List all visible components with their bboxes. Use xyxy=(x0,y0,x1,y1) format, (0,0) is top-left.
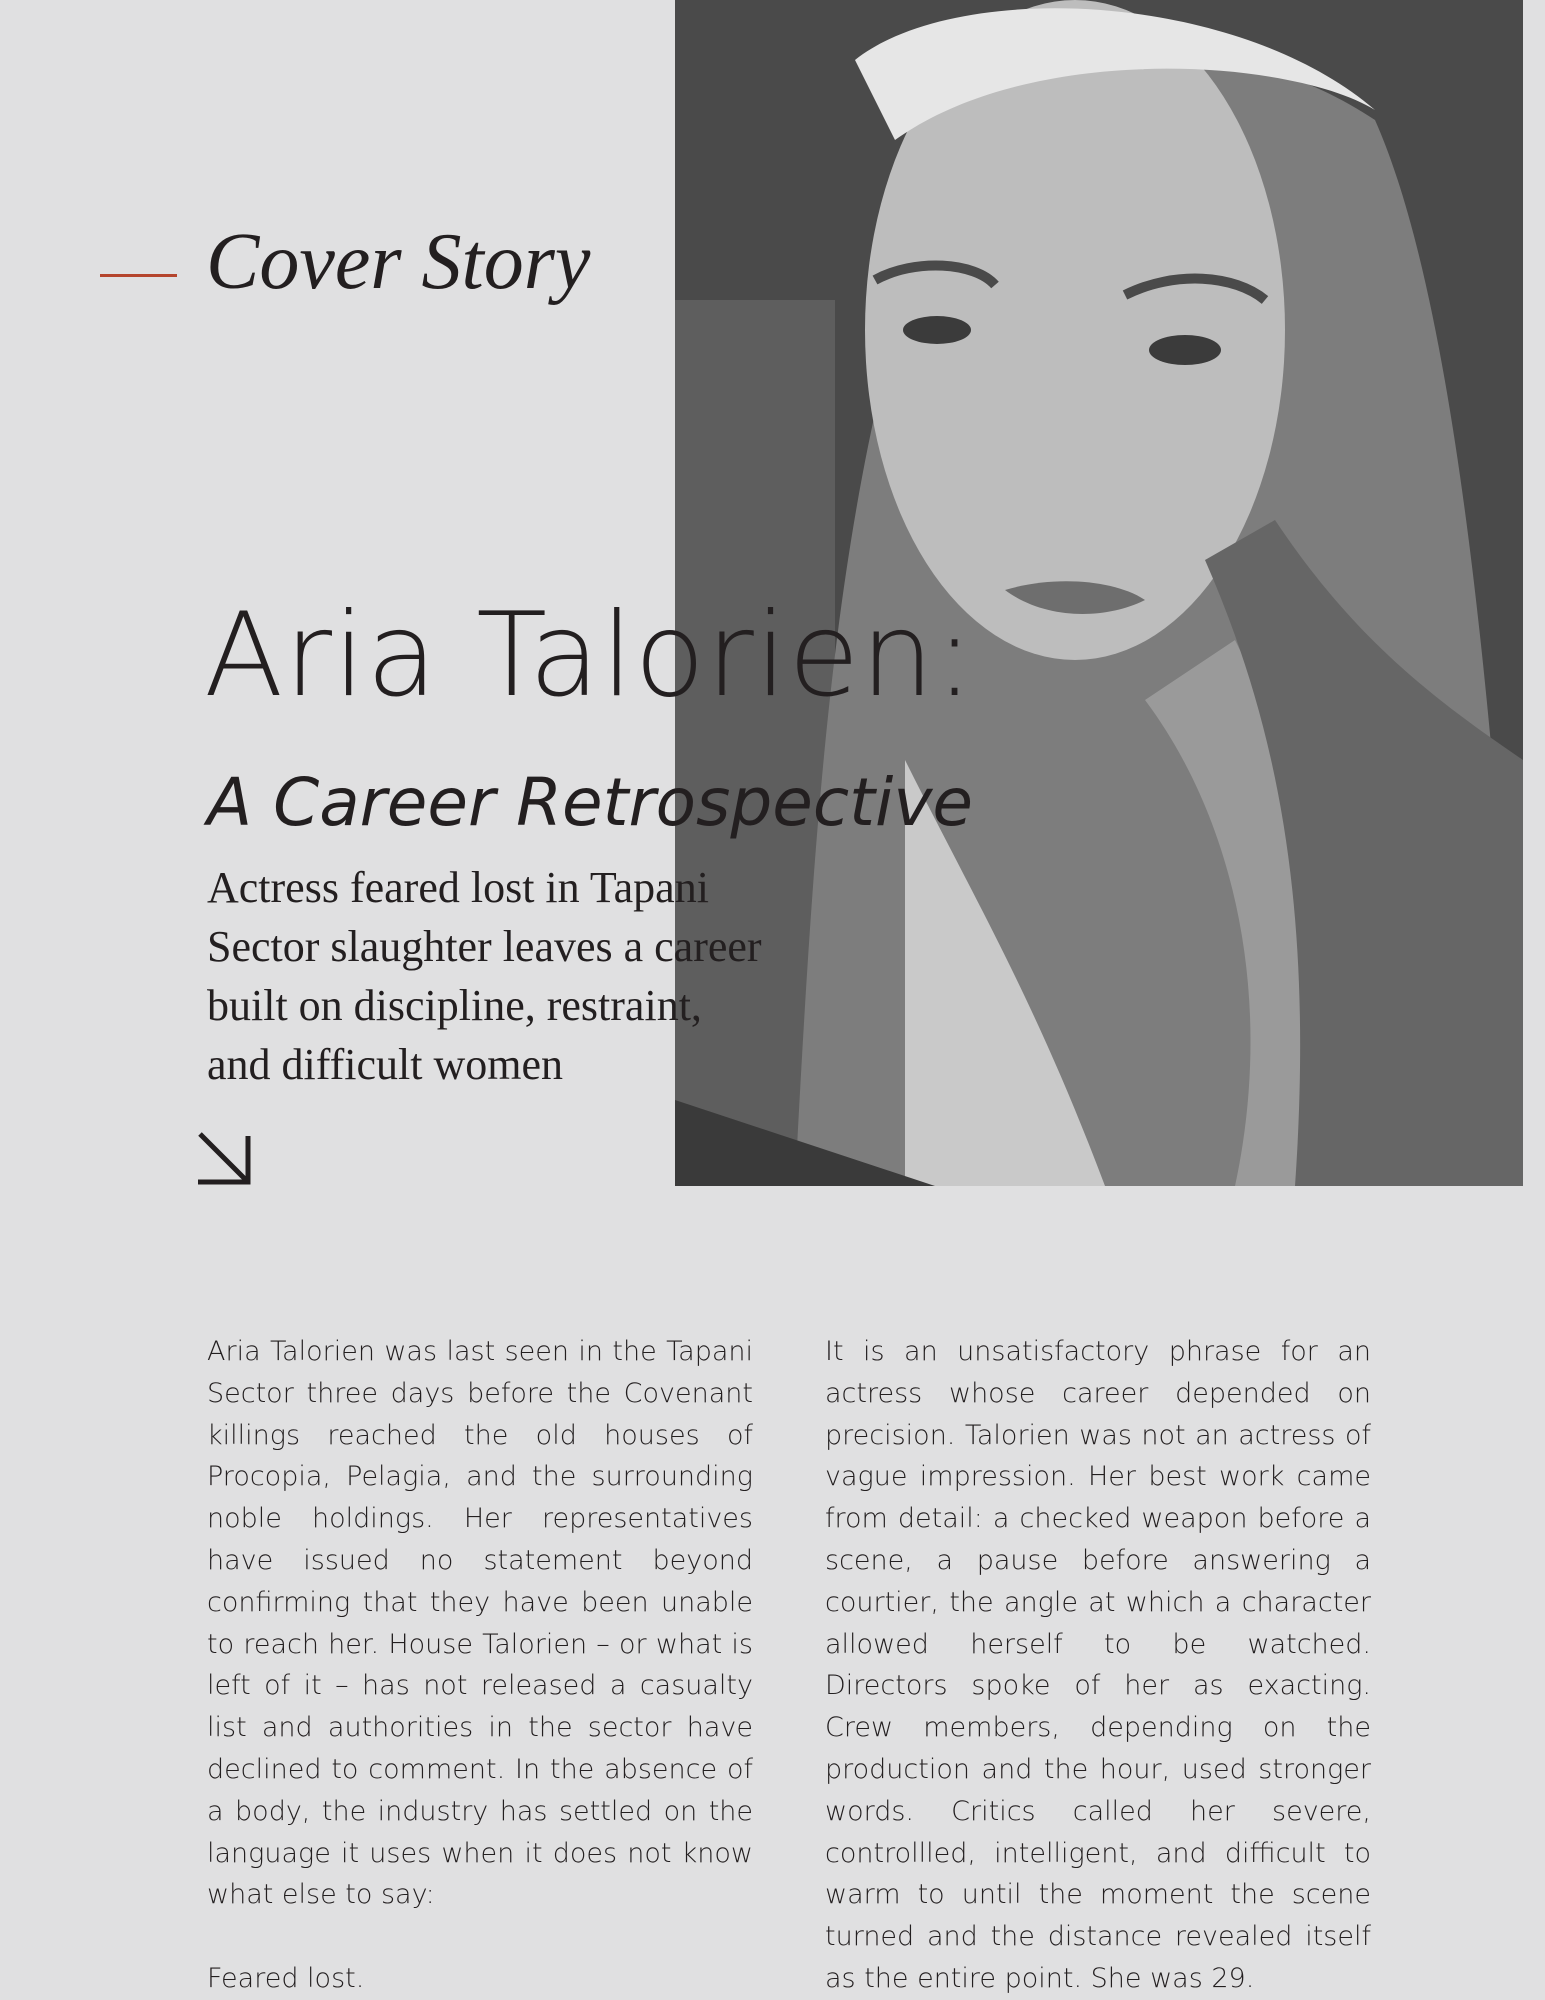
dek-line: built on discipline, restraint, xyxy=(207,981,702,1030)
article-headline: Aria Talorien: xyxy=(204,588,976,723)
body-paragraph: It is an unsatisfactory phrase for an actress whose career depended on precision. Talorien was not an actress of vague impression. Her best work came from detail: a checked weapon before a scene, a pause before answering a courtier, the angle at which a character allowed herself to be watched. Directors spoke of her as exacting. Crew members, depending on the production and the hour, used stronger words. Critics called her severe, controllled, intelligent, and difficult to warm to until the moment the scene turned and the distance revealed itself as the entire point. She was 29. xyxy=(825,1336,1371,1994)
section-kicker: Cover Story xyxy=(206,218,591,306)
body-paragraph: Feared lost. xyxy=(207,1962,365,1994)
kicker-accent-rule xyxy=(100,274,177,277)
article-subheadline: A Career Retrospective xyxy=(207,764,974,841)
body-paragraph: Aria Talorien was last seen in the Tapani Sector three days before the Covenant killings reached the old houses of Procopia, Pelagia, and the surrounding noble holdings. Her representatives have issued no statement beyond confirming that they have been unable to reach her. House Talorien – or what is left of it – has not released a casualty list and authorities in the sector have declined to comment. In the absence of a body, the industry has settled on the language it uses when it does not know what else to say: xyxy=(207,1336,753,1911)
body-column-right xyxy=(825,1331,1371,2000)
dek-line: and difficult women xyxy=(207,1040,563,1089)
right-margin xyxy=(1523,0,1545,2000)
dek-line: Sector slaughter leaves a career xyxy=(207,922,762,971)
body-column-left xyxy=(207,1331,753,2000)
article-dek xyxy=(207,858,847,1094)
arrow-down-right-icon xyxy=(196,1130,252,1186)
dek-line: Actress feared lost in Tapani xyxy=(207,863,709,912)
